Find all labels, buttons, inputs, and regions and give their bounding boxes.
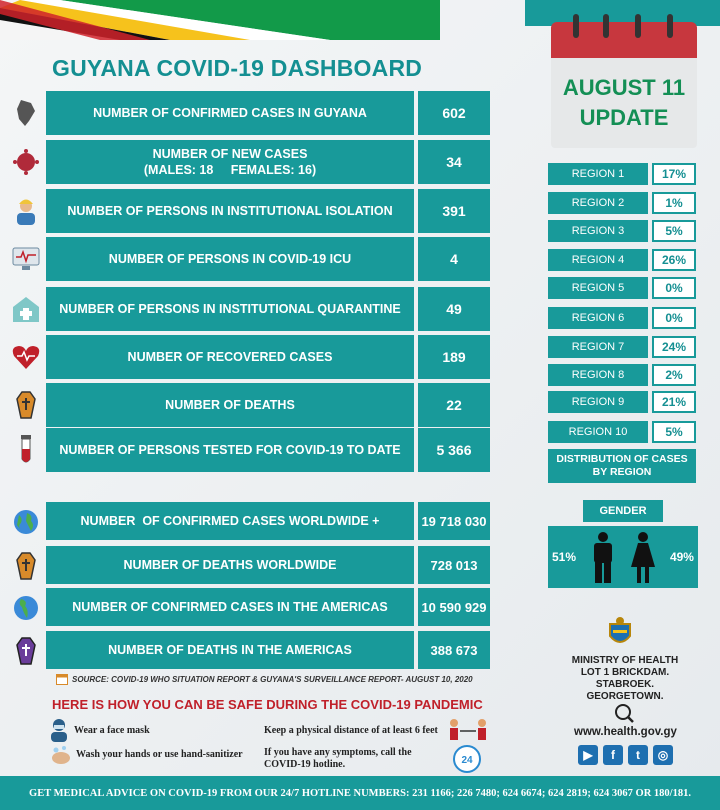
stat-value: 49 <box>418 287 490 331</box>
region-name: REGION 7 <box>548 336 648 358</box>
calendar-ring <box>573 14 579 38</box>
coffin-icon <box>12 391 40 419</box>
update-date: AUGUST 11 <box>562 75 686 100</box>
region-row <box>548 391 696 413</box>
stat-label: NUMBER OF PERSONS IN INSTITUTIONAL ISOLATION <box>46 189 414 233</box>
region-name: REGION 6 <box>548 307 648 329</box>
region-row <box>548 307 696 329</box>
male-icon <box>590 531 616 583</box>
coffin-purple-icon <box>12 637 40 665</box>
region-name: REGION 1 <box>548 163 648 185</box>
hand-wash-icon <box>50 744 72 766</box>
stat-row <box>46 237 490 281</box>
nurse-icon <box>12 197 40 225</box>
region-row <box>548 364 696 386</box>
region-percent: 17% <box>652 163 696 185</box>
region-percent: 0% <box>652 277 696 299</box>
test-tube-icon <box>12 436 40 464</box>
stat-label: NUMBER OF PERSONS IN INSTITUTIONAL QUARANTINE <box>46 287 414 331</box>
distance-icon <box>448 717 488 741</box>
tip-wash: Wash your hands or use hand-sanitizer <box>76 749 243 760</box>
update-label: UPDATE <box>579 105 669 130</box>
stat-value: 34 <box>418 140 490 184</box>
hotline-24-icon <box>452 744 482 774</box>
world-stat-row <box>46 631 490 669</box>
website-link[interactable]: www.health.gov.gy <box>574 726 677 738</box>
stat-value: 22 <box>418 383 490 427</box>
heart-icon <box>12 343 40 371</box>
male-percent: 51% <box>552 550 577 564</box>
world-stat-value: 388 673 <box>418 631 490 669</box>
stat-value: 5 366 <box>418 428 490 472</box>
world-stat-value: 728 013 <box>418 546 490 584</box>
world-stat-row <box>46 588 490 626</box>
youtube-icon[interactable]: ▶ <box>578 745 598 765</box>
region-row <box>548 249 696 271</box>
calendar-ring <box>667 14 673 38</box>
stat-row <box>46 383 490 427</box>
globe-americas-icon <box>12 594 40 622</box>
monitor-icon <box>12 245 40 273</box>
stat-value: 4 <box>418 237 490 281</box>
globe-icon <box>12 508 40 536</box>
stat-label: NUMBER OF PERSONS TESTED FOR COVID-19 TO DATE <box>46 428 414 472</box>
stat-row <box>46 91 490 135</box>
ministry-address: MINISTRY OF HEALTH LOT 1 BRICKDAM. STABROEK. GEORGETOWN. <box>571 655 679 702</box>
gender-panel <box>548 500 698 590</box>
region-percent: 24% <box>652 336 696 358</box>
world-stat-label: NUMBER OF CONFIRMED CASES IN THE AMERICAS <box>46 588 414 626</box>
instagram-icon[interactable]: ◎ <box>653 745 673 765</box>
region-percent: 21% <box>652 391 696 413</box>
world-stat-value: 19 718 030 <box>418 502 490 540</box>
world-stat-label: NUMBER OF DEATHS IN THE AMERICAS <box>46 631 414 669</box>
calendar-small-icon <box>56 673 68 685</box>
safety-heading: HERE IS HOW YOU CAN BE SAFE DURING THE COVID-19 PANDEMIC <box>52 697 483 712</box>
female-percent: 49% <box>669 550 694 564</box>
tip-mask: Wear a face mask <box>74 725 150 736</box>
virus-icon <box>12 148 40 176</box>
coat-of-arms-icon <box>603 616 637 650</box>
stat-row <box>46 140 490 184</box>
svg-text:24: 24 <box>461 755 473 766</box>
stat-value: 391 <box>418 189 490 233</box>
region-row <box>548 192 696 214</box>
region-percent: 0% <box>652 307 696 329</box>
coffin-icon <box>12 552 40 580</box>
source-note: SOURCE: COVID-19 WHO SITUATION REPORT & GUYANA'S SURVEILLANCE REPORT- AUGUST 10, 2020 <box>72 675 473 684</box>
region-row <box>548 163 696 185</box>
region-name: REGION 8 <box>548 364 648 386</box>
hospital-icon <box>12 295 40 323</box>
region-name: REGION 9 <box>548 391 648 413</box>
twitter-icon[interactable]: t <box>628 745 648 765</box>
page-title: GUYANA COVID-19 DASHBOARD <box>52 55 423 81</box>
stat-value: 189 <box>418 335 490 379</box>
region-row <box>548 277 696 299</box>
stat-row <box>46 287 490 331</box>
world-stat-label: NUMBER OF CONFIRMED CASES WORLDWIDE + <box>46 502 414 540</box>
region-percent: 5% <box>652 421 696 443</box>
world-stat-label: NUMBER OF DEATHS WORLDWIDE <box>46 546 414 584</box>
tip-hotline: If you have any symptoms, call the COVID-19 hotline. <box>264 747 412 770</box>
calendar-ring <box>635 14 641 38</box>
world-stat-row <box>46 546 490 584</box>
region-name: REGION 10 <box>548 421 648 443</box>
calendar-ring <box>603 14 609 38</box>
region-row <box>548 421 696 443</box>
stat-label: NUMBER OF NEW CASES (MALES: 18 FEMALES: 16) <box>46 140 414 184</box>
region-row <box>548 220 696 242</box>
stat-value: 602 <box>418 91 490 135</box>
distribution-label: DISTRIBUTION OF CASES BY REGION <box>548 449 696 483</box>
stat-label: NUMBER OF RECOVERED CASES <box>46 335 414 379</box>
region-percent: 2% <box>652 364 696 386</box>
date-calendar <box>551 22 697 148</box>
guyana-map-icon <box>12 99 40 127</box>
region-percent: 1% <box>652 192 696 214</box>
tip-distance: Keep a physical distance of at least 6 feet <box>264 725 438 736</box>
stat-row <box>46 335 490 379</box>
region-percent: 26% <box>652 249 696 271</box>
stat-row <box>46 428 490 472</box>
region-name: REGION 2 <box>548 192 648 214</box>
stat-label: NUMBER OF CONFIRMED CASES IN GUYANA <box>46 91 414 135</box>
female-icon <box>630 531 656 583</box>
web-search-icon <box>614 703 634 723</box>
mask-person-icon <box>48 718 70 742</box>
region-row <box>548 336 696 358</box>
social-links <box>578 745 673 765</box>
stat-label: NUMBER OF DEATHS <box>46 383 414 427</box>
world-stat-row <box>46 502 490 540</box>
region-name: REGION 5 <box>548 277 648 299</box>
facebook-icon[interactable]: f <box>603 745 623 765</box>
world-stat-value: 10 590 929 <box>418 588 490 626</box>
region-percent: 5% <box>652 220 696 242</box>
region-name: REGION 4 <box>548 249 648 271</box>
region-name: REGION 3 <box>548 220 648 242</box>
guyana-flag-graphic <box>0 0 440 40</box>
gender-label: GENDER <box>583 500 663 522</box>
stat-row <box>46 189 490 233</box>
stat-label: NUMBER OF PERSONS IN COVID-19 ICU <box>46 237 414 281</box>
hotline-footer: GET MEDICAL ADVICE ON COVID-19 FROM OUR 24/7 HOTLINE NUMBERS: 231 1166; 226 7480; 624 6674; 624 2819; 624 3067 OR 180/181. <box>0 776 720 810</box>
